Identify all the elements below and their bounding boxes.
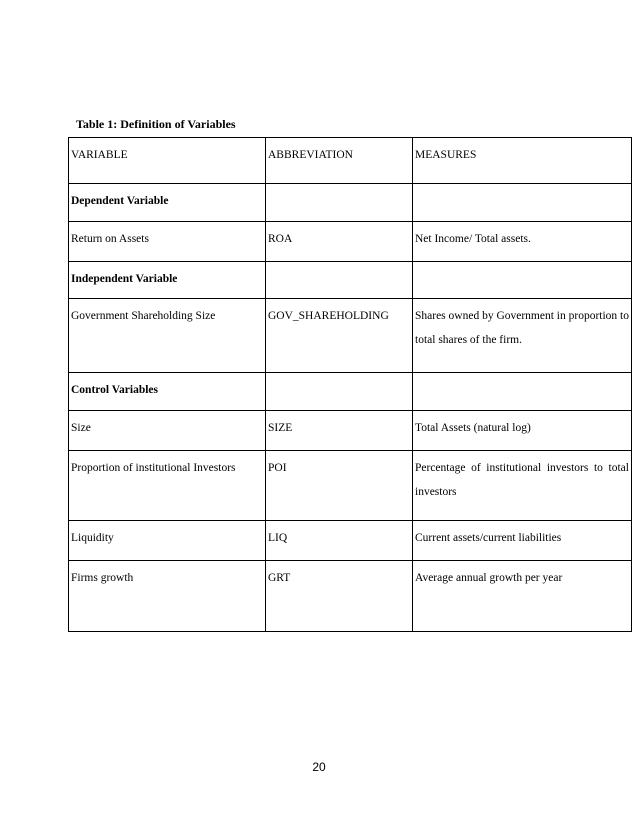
cell-variable: Liquidity [69,521,266,561]
measures-text: Shares owned by Government in proportion to total shares of the firm. [415,310,629,346]
header-variable: VARIABLE [69,138,266,184]
cell-abbreviation: POI [266,451,413,521]
cell-abbreviation: GRT [266,561,413,632]
cell-measures [413,299,632,373]
section-dependent-variable: Dependent Variable [69,184,266,222]
section-control-variables: Control Variables [69,373,266,411]
table-row [69,184,632,222]
table-row [69,299,632,373]
cell-abbreviation [266,184,413,222]
table-row [69,561,632,632]
cell-variable: Return on Assets [69,222,266,262]
cell-abbreviation: GOV_SHAREHOLDING [266,299,413,373]
cell-variable: Size [69,411,266,451]
table-row [69,373,632,411]
measures-text: Percentage of institutional investors to total investors [415,462,629,498]
table-row [69,411,632,451]
cell-abbreviation [266,262,413,299]
cell-measures [413,373,632,411]
table-row [69,521,632,561]
table-header-row [69,138,632,184]
table-row [69,262,632,299]
cell-measures [413,262,632,299]
table-row [69,451,632,521]
section-independent-variable: Independent Variable [69,262,266,299]
cell-measures: Net Income/ Total assets. [413,222,632,262]
page-number: 20 [312,760,326,774]
header-measures: MEASURES [413,138,632,184]
table-row [69,222,632,262]
cell-variable: Firms growth [69,561,266,632]
cell-measures: Total Assets (natural log) [413,411,632,451]
cell-abbreviation [266,373,413,411]
cell-abbreviation: LIQ [266,521,413,561]
cell-variable: Government Shareholding Size [69,299,266,373]
cell-measures [413,184,632,222]
cell-measures: Current assets/current liabilities [413,521,632,561]
header-abbreviation: ABBREVIATION [266,138,413,184]
cell-abbreviation: SIZE [266,411,413,451]
cell-variable: Proportion of institutional Investors [69,451,266,521]
cell-measures [413,451,632,521]
cell-abbreviation: ROA [266,222,413,262]
cell-measures: Average annual growth per year [413,561,632,632]
table-caption: Table 1: Definition of Variables [76,117,236,131]
variables-table [68,137,632,632]
